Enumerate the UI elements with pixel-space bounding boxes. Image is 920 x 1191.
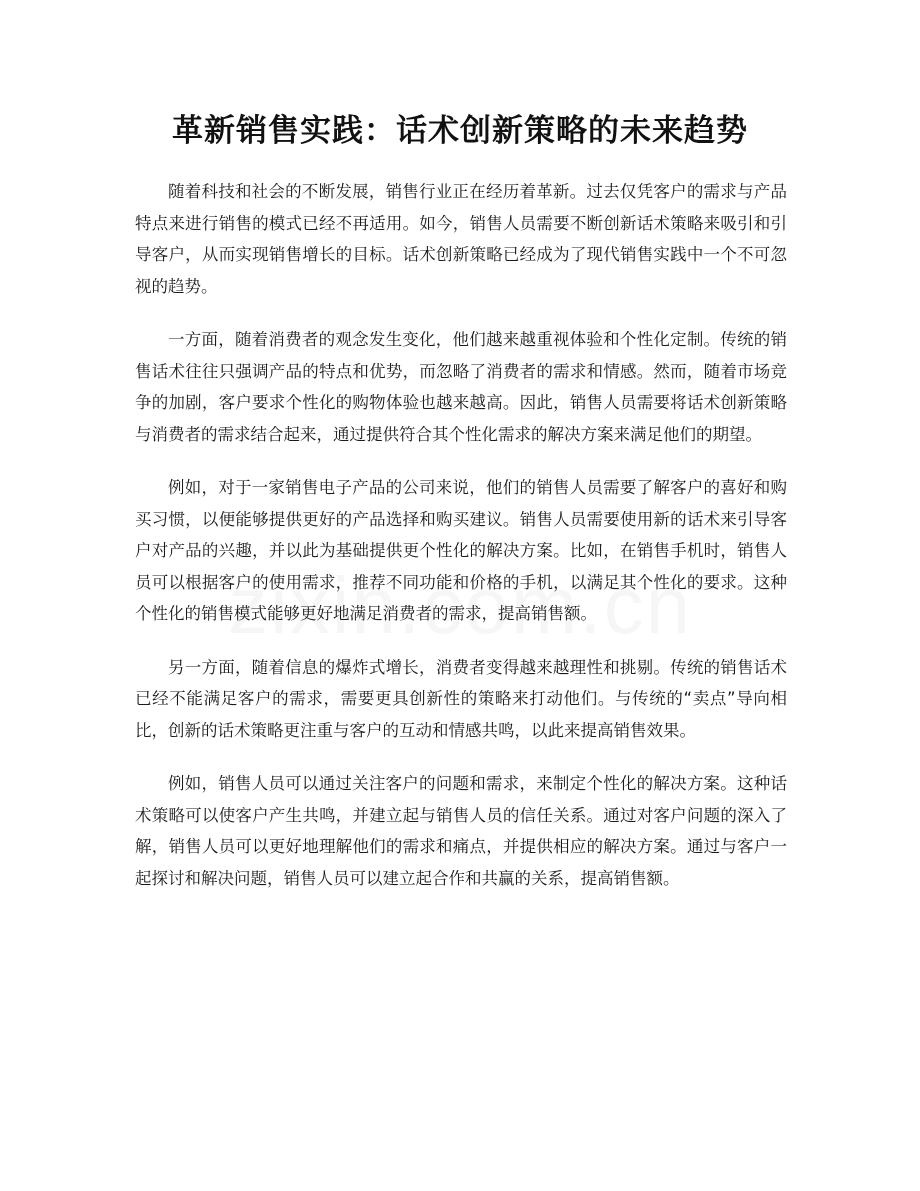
paragraph: 一方面，随着消费者的观念发生变化，他们越来越重视体验和个性化定制。传统的销售话术往往只强调产品的特点和优势，而忽略了消费者的需求和情感。然而，随着市场竞争的加剧，客户要求个性化的购物体验也越来越高。因此，销售人员需要将话术创新策略与消费者的需求结合起来，通过提供符合其个性化需求的解决方案来满足他们的期望。 — [135, 330, 787, 444]
paragraph: 例如，销售人员可以通过关注客户的问题和需求，来制定个性化的解决方案。这种话术策略可以使客户产生共鸣，并建立起与销售人员的信任关系。通过对客户问题的深入了解，销售人员可以更好地理解他们的需求和痛点，并提供相应的解决方案。通过与客户一起探讨和解决问题，销售人员可以建立起合作和共赢的关系，提高销售额。 — [135, 774, 787, 888]
document-body — [135, 176, 787, 916]
paragraph: 另一方面，随着信息的爆炸式增长，消费者变得越来越理性和挑剔。传统的销售话术已经不能满足客户的需求，需要更具创新性的策略来打动他们。与传统的“卖点”导向相比，创新的话术策略更注重与客户的互动和情感共鸣，以此来提高销售效果。 — [135, 657, 787, 740]
paragraph: 随着科技和社会的不断发展，销售行业正在经历着革新。过去仅凭客户的需求与产品特点来进行销售的模式已经不再适用。如今，销售人员需要不断创新话术策略来吸引和引导客户，从而实现销售增长的目标。话术创新策略已经成为了现代销售实践中一个不可忽视的趋势。 — [135, 182, 787, 296]
paragraph: 例如，对于一家销售电子产品的公司来说，他们的销售人员需要了解客户的喜好和购买习惯，以便能够提供更好的产品选择和购买建议。销售人员需要使用新的话术来引导客户对产品的兴趣，并以此为基础提供更个性化的解决方案。比如，在销售手机时，销售人员可以根据客户的使用需求，推荐不同功能和价格的手机，以满足其个性化的要求。这种个性化的销售模式能够更好地满足消费者的需求，提高销售额。 — [135, 478, 787, 623]
document-title: 革新销售实践：话术创新策略的未来趋势 — [172, 113, 748, 149]
